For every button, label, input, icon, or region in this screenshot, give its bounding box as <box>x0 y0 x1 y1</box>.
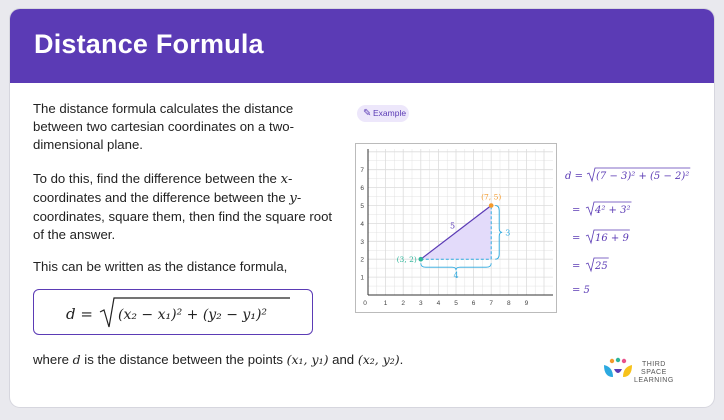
x-tick-label: 7 <box>489 300 494 307</box>
logo-icon <box>602 357 634 379</box>
step-radicand: (7 − 3)² + (5 − 2)² <box>596 171 690 182</box>
step-lhs: = <box>572 261 581 272</box>
x-tick-label: 2 <box>401 300 406 307</box>
solution-steps <box>562 161 707 311</box>
step-lhs: = <box>572 233 581 244</box>
logo-text <box>634 361 674 385</box>
point-a-label: (3, 2) <box>396 255 417 265</box>
method-paragraph <box>33 170 333 244</box>
x-tick-label: 8 <box>506 300 511 307</box>
card <box>10 9 714 407</box>
hypotenuse-label: 5 <box>450 221 456 231</box>
method-text-1: To do this, find the difference between the <box>33 171 281 186</box>
distance-formula-box <box>33 289 313 335</box>
method-text-2: -coordinates and the difference between the <box>33 171 293 205</box>
worked-solution <box>562 161 707 314</box>
logo-line-2: LEARNING <box>634 377 674 384</box>
point-a-marker <box>419 257 424 262</box>
formula-lhs: d = <box>66 305 93 323</box>
x-tick-label: 1 <box>383 300 388 307</box>
explain-text-2: is the distance between the points <box>80 352 287 367</box>
page-title: Distance Formula <box>34 29 264 59</box>
y-tick-label: 3 <box>360 238 364 246</box>
explain-text-3: and <box>328 352 358 367</box>
third-space-logo <box>602 357 674 384</box>
step-radicand: 16 + 9 <box>595 233 629 244</box>
example-graph <box>355 143 557 318</box>
x-tick-label: 3 <box>418 300 423 307</box>
coordinate-grid <box>355 143 557 313</box>
x-tick-label: 4 <box>436 300 441 307</box>
x-tick-label: 9 <box>524 300 529 307</box>
point-2-notation: (x₂, y₂) <box>357 352 400 367</box>
step-radicand: 4² + 3² <box>595 205 631 216</box>
explain-text-4: . <box>399 352 404 367</box>
y-tick-label: 5 <box>360 203 364 210</box>
formula-radicand: (x₂ − x₁)² + (y₂ − y₁)² <box>118 307 268 323</box>
explain-text-1: where <box>33 352 73 367</box>
y-variable: y <box>289 191 297 206</box>
x-tick-label: 0 <box>363 300 367 307</box>
step-lhs: d = <box>565 171 583 182</box>
distance-formula <box>34 290 312 334</box>
point-1-notation: (x₁, y₁) <box>286 352 329 367</box>
d-variable: d <box>72 352 81 367</box>
step-lhs: = 5 <box>572 285 590 296</box>
point-b-label: (7, 5) <box>481 192 502 202</box>
formula-explanation <box>33 352 403 367</box>
vertical-leg-label: 3 <box>505 228 511 238</box>
logo-line-1: THIRD SPACE <box>641 361 667 376</box>
y-tick-label: 6 <box>360 185 364 193</box>
pencil-icon: ✎ <box>363 108 372 119</box>
y-tick-label: 2 <box>360 256 364 264</box>
example-badge <box>357 105 409 122</box>
point-b-marker <box>489 203 494 208</box>
x-variable: x <box>280 172 288 187</box>
x-tick-label: 6 <box>471 300 476 307</box>
horizontal-leg-label: 4 <box>453 271 459 281</box>
header-bar <box>10 9 714 83</box>
example-badge-label: Example <box>373 108 407 118</box>
y-tick-label: 7 <box>360 167 364 175</box>
x-tick-label: 5 <box>454 300 458 307</box>
intro-paragraph: The distance formula calculates the distance between two cartesian coordinates on a two-dimensional plane. <box>33 101 294 152</box>
step-radicand: 25 <box>595 261 608 272</box>
method-text-3: -coordinates, square them, then find the square root of the answer. <box>33 190 333 242</box>
formula-intro: This can be written as the distance formula, <box>33 259 288 274</box>
step-lhs: = <box>572 205 581 216</box>
y-tick-label: 4 <box>360 220 364 228</box>
y-tick-label: 1 <box>360 274 364 282</box>
